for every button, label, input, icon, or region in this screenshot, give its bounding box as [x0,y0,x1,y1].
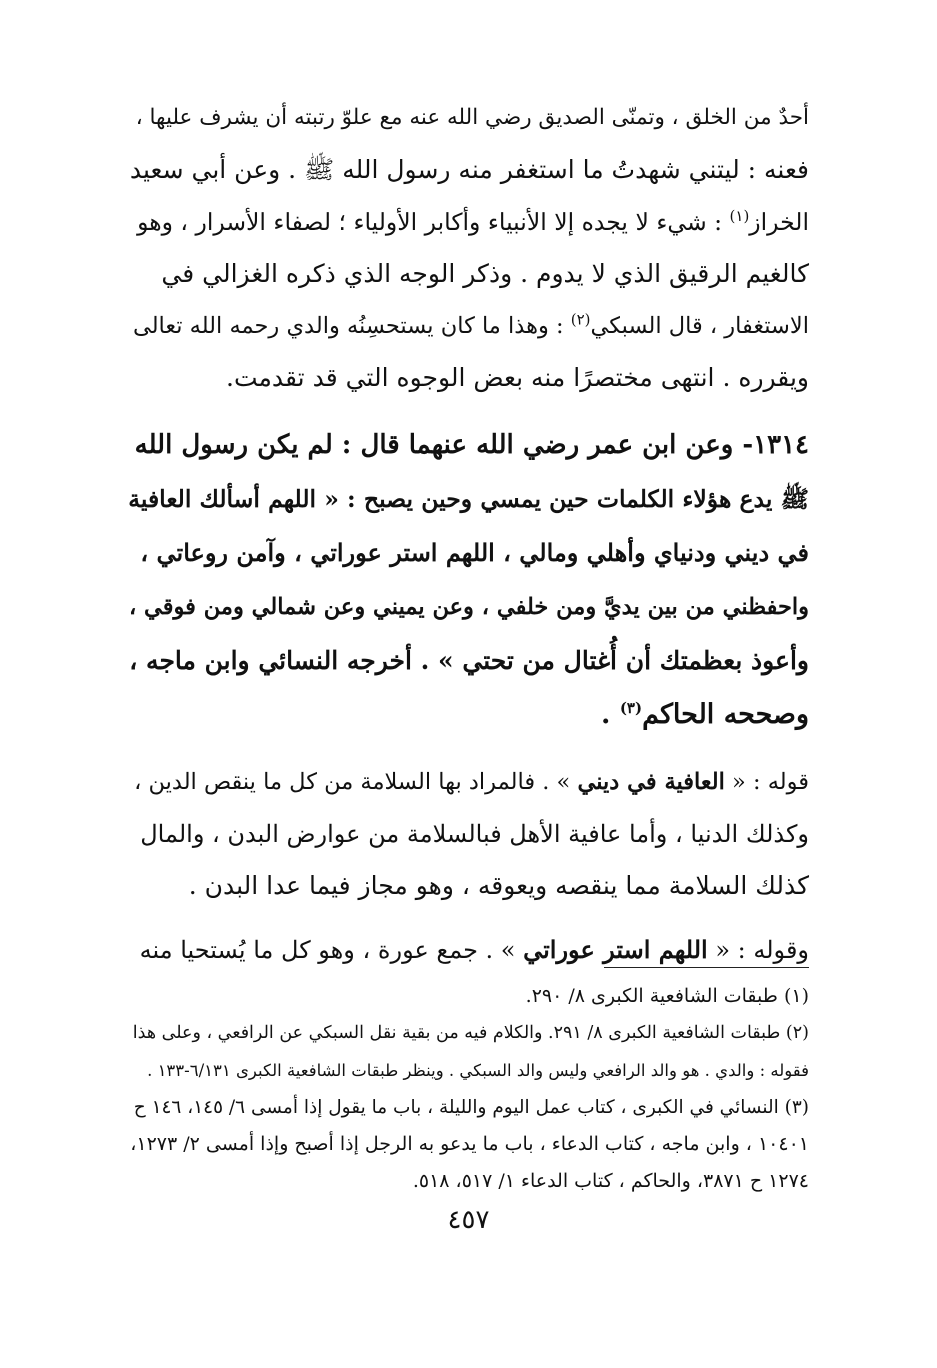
footnote-2: (٢) طبقات الشافعية الكبرى ٨/ ٢٩١. والكلام فيه من بقية نقل السبكي عن الرافعي ، وعلى هذا [132,1023,809,1043]
text-segment: » . جمع عورة ، وهو كل ما يُستحيا منه [139,936,524,964]
text-segment: » . فالمراد بها السلامة من كل ما ينقص الدين ، [134,769,578,795]
paragraph-commentary-1 [128,92,809,404]
page-number: ٤٥٧ [447,1205,490,1235]
paragraph-commentary-3 [128,924,809,976]
text-line: ١٣١٤- وعن ابن عمر رضي الله عنهما قال : لم يكن رسول الله [134,430,809,460]
paragraph-commentary-2 [128,756,809,912]
text-line [128,756,809,808]
footnote-3-cont: ١٢٧٤ ح ٣٨٧١، والحاكم ، كتاب الدعاء ١/ ٥١٧، ٥١٨. [412,1170,809,1192]
text-line: واحفظني من بين يديَّ ومن خلفي ، وعن يميني وعن شمالي ومن فوقي ، [128,594,809,620]
text-line: كذلك السلامة مما ينقصه ويعوقه ، وهو مجاز فيما عدا البدن . [188,871,809,900]
text-line [128,688,809,742]
text-segment: : شيء لا يجده إلا الأنبياء وأكابر الأولياء ؛ لصفاء الأسرار ، وهو [137,208,730,236]
text-line [128,300,809,352]
text-line: ويقرره . انتهى مختصرًا منه بعض الوجوه التي قد تقدمت. [226,363,809,392]
text-line: ﷺ يدع هؤلاء الكلمات حين يمسي وحين يصبح : « اللهم أسألك العافية [128,485,809,513]
text-line: أحدٌ من الخلق ، وتمنّى الصديق رضي الله عنه مع علوّ رتبته أن يشرف عليها ، [135,105,809,130]
text-segment: الاستغفار ، قال السبكي [590,313,809,339]
text-line [128,924,809,976]
footnote-divider [604,967,809,968]
text-line: في ديني ودنياي وأهلي ومالي ، اللهم استر عوراتي ، وآمن روعاتي ، [140,538,809,567]
footnote-1: (١) طبقات الشافعية الكبرى ٨/ ٢٩٠. [525,985,809,1007]
text-segment: قوله : « [724,769,809,795]
text-line: وأعوذ بعظمتك أن أُغتال من تحتي » . أخرجه النسائي وابن ماجه ، [129,646,809,675]
text-segment: وصححه الحاكم [642,699,809,730]
footnote-3: (٣) النسائي في الكبرى ، كتاب عمل اليوم والليلة ، باب ما يقول إذا أمسى ٦/ ١٤٥، ١٤٦ ح [133,1097,809,1118]
footnote-ref-3[interactable]: (٣) [619,699,643,717]
text-line: كالغيم الرقيق الذي لا يدوم . وذكر الوجه الذي ذكره الغزالي في [161,259,809,288]
hadith-1314 [128,418,809,742]
text-line: فعنه : ليتني شهدتُ ما استغفر منه رسول الله ﷺ . وعن أبي سعيد [129,155,809,184]
footnote-ref-1[interactable]: (١) [729,207,750,226]
footnote-2-cont: فقوله : والدي . هو والد الرافعي وليس والد السبكي . وينظر طبقات الشافعية الكبرى ٦/١٣١-١٣٣ . [147,1061,809,1080]
footnote-3-cont: ١٠٤٠١ ، وابن ماجه ، كتاب الدعاء ، باب ما يدعو به الرجل إذا أصبح وإذا أمسى ٢/ ١٢٧٣، [130,1133,809,1155]
text-segment: الخراز [749,208,809,236]
text-segment: وقوله : « [707,936,809,964]
quoted-phrase: العافية في ديني [577,769,725,795]
footnotes [128,978,809,1200]
footnote-ref-2[interactable]: (٢) [570,310,591,329]
text-line: وكذلك الدنيا ، وأما عافية الأهل فبالسلامة من عوارض البدن ، والمال [140,820,809,848]
quoted-phrase: اللهم استر عوراتي [523,935,708,964]
text-segment: : وهذا ما كان يستحسِنُه والدي رحمه الله تعالى [132,313,571,339]
text-segment: . [601,699,620,730]
text-line [128,196,809,248]
